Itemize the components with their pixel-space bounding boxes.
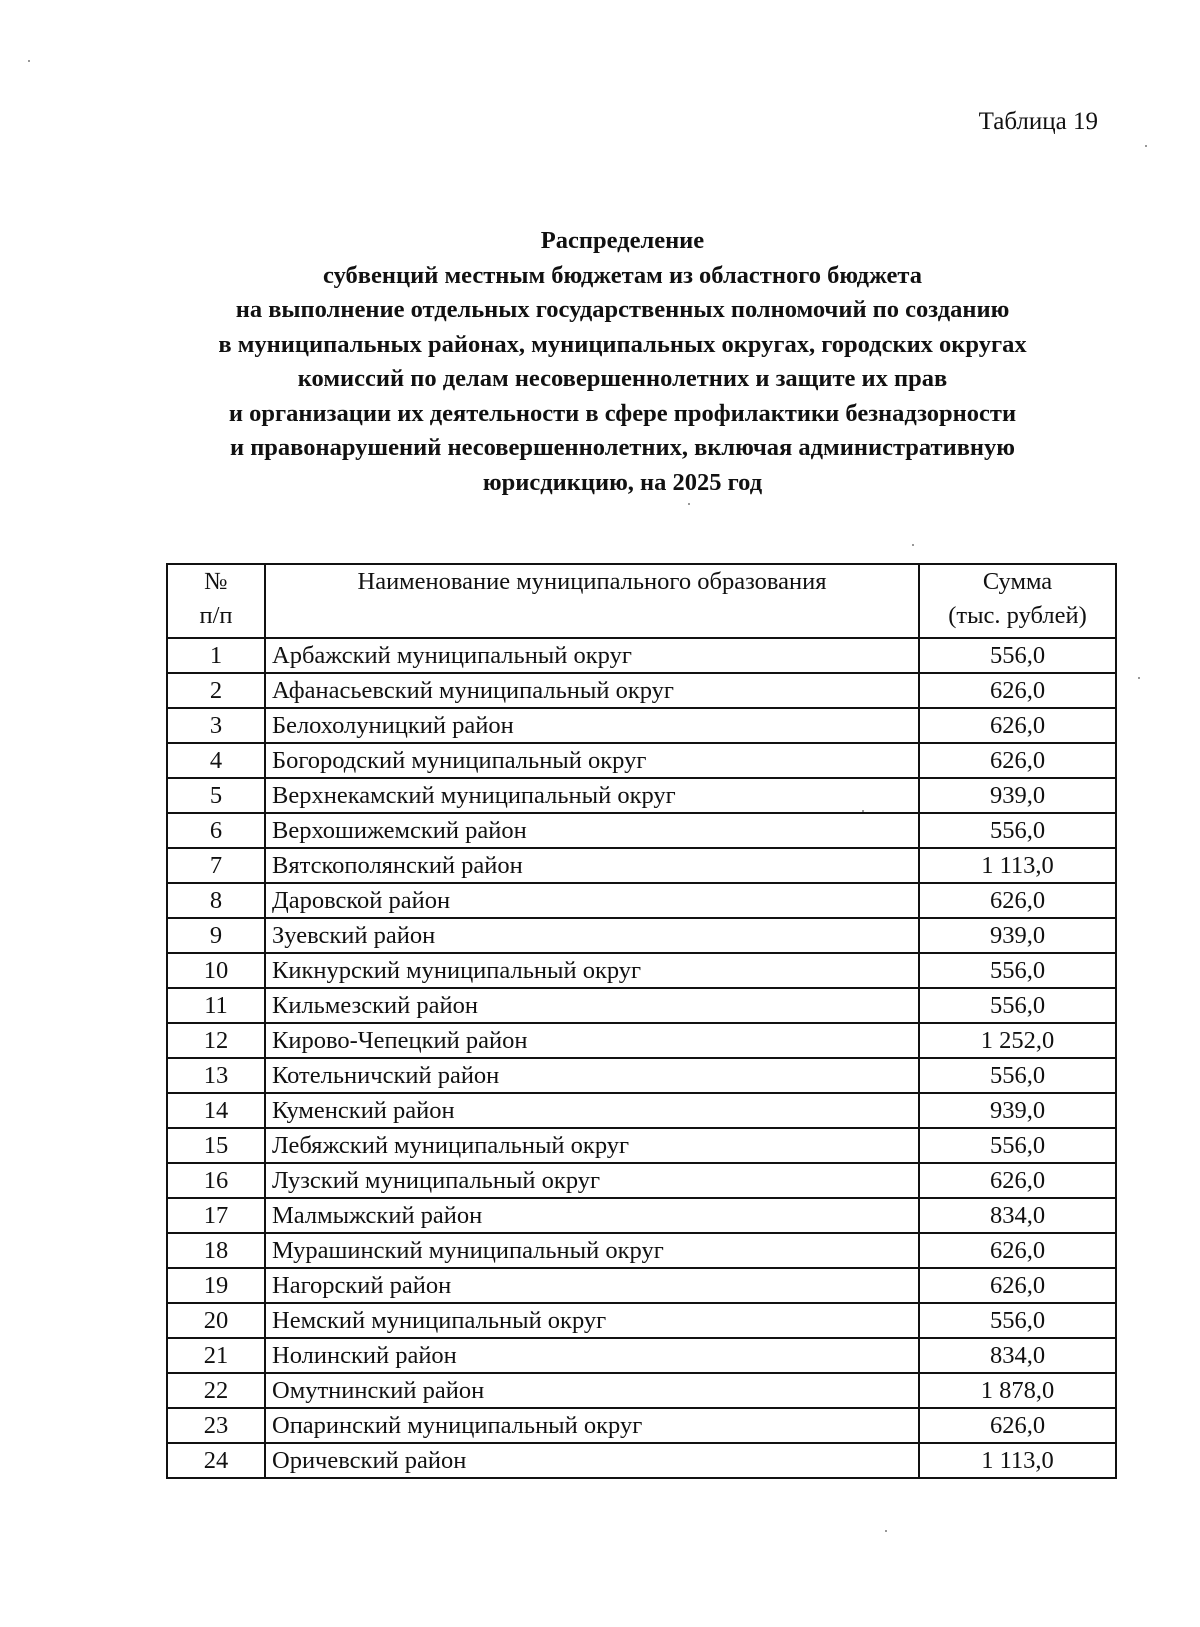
scan-speck <box>885 1530 887 1532</box>
table-row <box>167 883 1116 918</box>
table-row <box>167 953 1116 988</box>
scan-speck <box>1138 677 1140 679</box>
row-number: 3 <box>167 708 265 743</box>
row-number: 15 <box>167 1128 265 1163</box>
subsidy-amount: 626,0 <box>919 1163 1116 1198</box>
row-number: 13 <box>167 1058 265 1093</box>
subsidy-amount: 556,0 <box>919 1058 1116 1093</box>
municipality-name: Котельничский район <box>265 1058 919 1093</box>
row-number: 14 <box>167 1093 265 1128</box>
subsidy-amount: 626,0 <box>919 743 1116 778</box>
municipality-name: Омутнинский район <box>265 1373 919 1408</box>
municipality-name: Верхошижемский район <box>265 813 919 848</box>
table-row <box>167 1303 1116 1338</box>
subsidy-amount: 1 878,0 <box>919 1373 1116 1408</box>
table-row <box>167 673 1116 708</box>
municipality-name: Немский муниципальный округ <box>265 1303 919 1338</box>
municipality-name: Малмыжский район <box>265 1198 919 1233</box>
subsidy-amount: 939,0 <box>919 918 1116 953</box>
table-row <box>167 1373 1116 1408</box>
row-number: 1 <box>167 638 265 673</box>
table-row <box>167 1093 1116 1128</box>
title-line: Распределение <box>540 227 705 254</box>
subsidy-amount: 626,0 <box>919 883 1116 918</box>
row-number: 23 <box>167 1408 265 1443</box>
table-row <box>167 1058 1116 1093</box>
table-body <box>167 638 1116 1478</box>
subsidy-amount: 1 252,0 <box>919 1023 1116 1058</box>
scan-speck <box>862 810 864 812</box>
municipality-name: Мурашинский муниципальный округ <box>265 1233 919 1268</box>
row-number: 12 <box>167 1023 265 1058</box>
municipality-name: Афанасьевский муниципальный округ <box>265 673 919 708</box>
row-number: 24 <box>167 1443 265 1478</box>
row-number: 10 <box>167 953 265 988</box>
municipality-name: Верхнекамский муниципальный округ <box>265 778 919 813</box>
subsidy-amount: 834,0 <box>919 1198 1116 1233</box>
title-line: и правонарушений несовершеннолетних, включая административную <box>229 434 1016 461</box>
municipality-name: Нолинский район <box>265 1338 919 1373</box>
municipality-name: Кирово-Чепецкий район <box>265 1023 919 1058</box>
row-number: 7 <box>167 848 265 883</box>
scan-speck <box>688 503 690 505</box>
header-name-text: Наименование муниципального образования <box>357 568 827 595</box>
row-number: 22 <box>167 1373 265 1408</box>
header-number-line1: № <box>204 568 228 595</box>
header-sum <box>919 564 1116 638</box>
row-number: 6 <box>167 813 265 848</box>
table-row <box>167 1198 1116 1233</box>
table-row <box>167 1023 1116 1058</box>
subsidy-amount: 556,0 <box>919 1128 1116 1163</box>
table-row <box>167 1233 1116 1268</box>
table-row <box>167 1408 1116 1443</box>
municipality-name: Куменский район <box>265 1093 919 1128</box>
row-number: 11 <box>167 988 265 1023</box>
scan-speck <box>1145 145 1147 147</box>
table-row <box>167 1338 1116 1373</box>
table-row <box>167 988 1116 1023</box>
subsidy-amount: 1 113,0 <box>919 848 1116 883</box>
subsidy-amount: 626,0 <box>919 1268 1116 1303</box>
municipality-name: Оричевский район <box>265 1443 919 1478</box>
scan-speck <box>28 60 30 62</box>
row-number: 4 <box>167 743 265 778</box>
municipality-name: Арбажский муниципальный округ <box>265 638 919 673</box>
municipality-name: Зуевский район <box>265 918 919 953</box>
title-line: и организации их деятельности в сфере профилактики безнадзорности <box>228 399 1017 427</box>
row-number: 2 <box>167 673 265 708</box>
row-number: 17 <box>167 1198 265 1233</box>
header-sum-line2: (тыс. рублей) <box>948 602 1087 629</box>
document-title <box>130 224 1115 500</box>
header-name <box>265 564 919 638</box>
row-number: 19 <box>167 1268 265 1303</box>
subsidy-amount: 556,0 <box>919 638 1116 673</box>
row-number: 18 <box>167 1233 265 1268</box>
subsidy-amount: 939,0 <box>919 778 1116 813</box>
subsidy-amount: 556,0 <box>919 953 1116 988</box>
municipality-name: Лузский муниципальный округ <box>265 1163 919 1198</box>
subsidy-amount: 626,0 <box>919 1233 1116 1268</box>
table-row <box>167 1268 1116 1303</box>
subsidy-amount: 939,0 <box>919 1093 1116 1128</box>
table-row <box>167 848 1116 883</box>
row-number: 16 <box>167 1163 265 1198</box>
municipality-name: Опаринский муниципальный округ <box>265 1408 919 1443</box>
scan-speck <box>912 544 914 546</box>
subsidy-amount: 834,0 <box>919 1338 1116 1373</box>
table-row <box>167 1443 1116 1478</box>
table-row <box>167 1128 1116 1163</box>
row-number: 20 <box>167 1303 265 1338</box>
distribution-table <box>166 563 1117 1479</box>
subsidy-amount: 626,0 <box>919 673 1116 708</box>
row-number: 9 <box>167 918 265 953</box>
table-row <box>167 1163 1116 1198</box>
header-number-line2: п/п <box>199 602 233 629</box>
municipality-name: Даровской район <box>265 883 919 918</box>
table-row <box>167 708 1116 743</box>
subsidy-amount: 556,0 <box>919 813 1116 848</box>
subsidy-amount: 1 113,0 <box>919 1443 1116 1478</box>
municipality-name: Кикнурский муниципальный округ <box>265 953 919 988</box>
header-number <box>167 564 265 638</box>
table-row <box>167 638 1116 673</box>
table-row <box>167 778 1116 813</box>
title-line: комиссий по делам несовершеннолетних и защите их прав <box>297 365 948 392</box>
table-number-label: Таблица 19 <box>978 108 1098 135</box>
subsidy-amount: 556,0 <box>919 1303 1116 1338</box>
subsidy-amount: 626,0 <box>919 1408 1116 1443</box>
subsidy-amount: 556,0 <box>919 988 1116 1023</box>
municipality-name: Кильмезский район <box>265 988 919 1023</box>
row-number: 8 <box>167 883 265 918</box>
table-row <box>167 813 1116 848</box>
table-header-row <box>167 564 1116 638</box>
municipality-name: Нагорский район <box>265 1268 919 1303</box>
title-line: на выполнение отдельных государственных полномочий по созданию <box>235 296 1010 323</box>
title-line: юрисдикцию, на 2025 год <box>482 468 763 496</box>
title-line: в муниципальных районах, муниципальных округах, городских округах <box>218 330 1027 358</box>
title-line: субвенций местным бюджетам из областного бюджета <box>323 261 922 289</box>
row-number: 21 <box>167 1338 265 1373</box>
table-row <box>167 918 1116 953</box>
municipality-name: Богородский муниципальный округ <box>265 743 919 778</box>
table-row <box>167 743 1116 778</box>
subsidy-amount: 626,0 <box>919 708 1116 743</box>
municipality-name: Лебяжский муниципальный округ <box>265 1128 919 1163</box>
row-number: 5 <box>167 778 265 813</box>
municipality-name: Белохолуницкий район <box>265 708 919 743</box>
header-sum-line1: Сумма <box>982 568 1053 595</box>
municipality-name: Вятскополянский район <box>265 848 919 883</box>
